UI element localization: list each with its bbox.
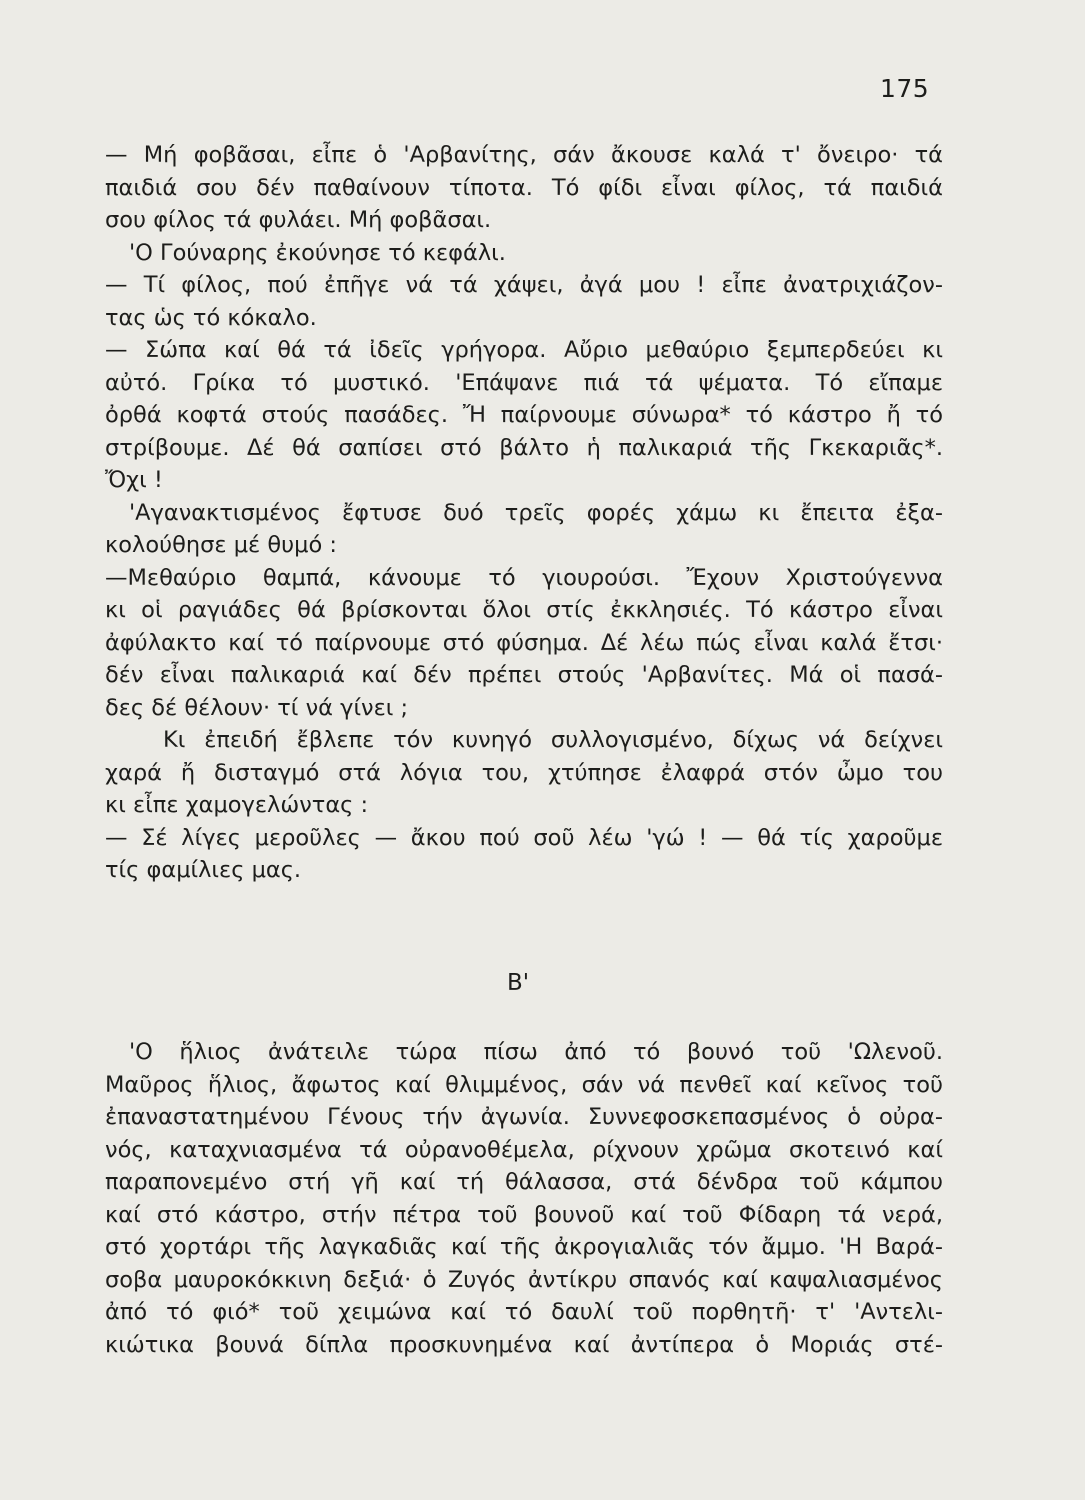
section-heading: Β' (507, 970, 530, 996)
text-line: — Σέ λίγες μεροῦλες — ἄκου πού σοῦ λέω 'γώ ! — θά τίς χαροῦμε (105, 824, 943, 851)
text-line: ἀπό τό φιό* τοῦ χειμώνα καί τό δαυλί τοῦ πορθητῆ· τ' 'Αντελι- (105, 1299, 943, 1325)
text-line: ἐπαναστατημένου Γένους τήν ἀγωνία. Συννεφοσκεπασμένος ὁ οὐρα- (105, 1104, 943, 1130)
text-line: αὐτό. Γρίκα τό μυστικό. 'Επάψανε πιά τά ψέματα. Τό εἴπαμε (105, 369, 943, 396)
text-line: 'Αγανακτισμένος ἔφτυσε δυό τρεῖς φορές χάμω κι ἔπειτα ἐξα- (129, 499, 943, 526)
text-line: χαρά ἤ δισταγμό στά λόγια του, χτύπησε ἐλαφρά στόν ὦμο του (105, 759, 943, 786)
text-line: νός, καταχνιασμένα τά οὐρανοθέμελα, ρίχνουν χρῶμα σκοτεινό καί (105, 1136, 943, 1163)
text-block-narrative (105, 1036, 943, 1361)
text-line: κιώτικα βουνά δίπλα προσκυνημένα καί ἀντίπερα ὁ Μοριάς στέ- (105, 1331, 943, 1358)
text-line: ὀρθά κοφτά στούς πασάδες. Ἤ παίρνουμε σύνωρα* τό κάστρο ἤ τό (105, 402, 943, 428)
text-line: στό χορτάρι τῆς λαγκαδιᾶς καί τῆς ἀκρογιαλιᾶς τόν ἄμμο. 'Η Βαρά- (105, 1234, 943, 1260)
text-line: δες δέ θέλουν· τί νά γίνει ; (105, 694, 409, 721)
text-line: παραπονεμένο στή γῆ καί τή θάλασσα, στά δένδρα τοῦ κάμπου (105, 1169, 943, 1195)
text-line: — Μή φοβᾶσαι, εἶπε ὁ 'Αρβανίτης, σάν ἄκουσε καλά τ' ὄνειρο· τά (105, 142, 943, 168)
text-line: κι εἶπε χαμογελώντας : (105, 792, 369, 818)
text-block-dialogue (105, 139, 943, 887)
text-line: στρίβουμε. Δέ θά σαπίσει στό βάλτο ἡ παλικαριά τῆς Γκεκαριᾶς*. (105, 434, 943, 461)
text-line: 'Ο ἥλιος ἀνάτειλε τώρα πίσω ἀπό τό βουνό τοῦ 'Ωλενοῦ. (129, 1039, 943, 1065)
text-line: καί στό κάστρο, στήν πέτρα τοῦ βουνοῦ καί τοῦ Φίδαρη τά νερά, (105, 1201, 943, 1228)
text-line: τας ὡς τό κόκαλο. (105, 304, 317, 331)
text-line: κολούθησε μέ θυμό : (105, 532, 337, 558)
text-line: —Μεθαύριο θαμπά, κάνουμε τό γιουρούσι. Ἔχουν Χριστούγεννα (105, 564, 943, 591)
page-number: 175 (880, 74, 930, 103)
text-line: δέν εἶναι παλικαριά καί δέν πρέπει στούς 'Αρβανίτες. Μά οἱ πασά- (105, 662, 943, 688)
text-line: 'Ο Γούναρης ἐκούνησε τό κεφάλι. (129, 239, 506, 266)
text-line: — Τί φίλος, πού ἐπῆγε νά τά χάψει, ἀγά μου ! εἶπε ἀνατριχιάζον- (105, 272, 943, 298)
text-line: τίς φαμίλιες μας. (105, 857, 302, 883)
text-line: σοβα μαυροκόκκινη δεξιά· ὁ Ζυγός ἀντίκρυ σπανός καί καψαλιασμένος (105, 1266, 943, 1293)
text-line: — Σώπα καί θά τά ἰδεῖς γρήγορα. Αὔριο μεθαύριο ξεμπερδεύει κι (105, 337, 943, 363)
text-line: κι οἱ ραγιάδες θά βρίσκονται ὅλοι στίς ἐκκλησιές. Τό κάστρο εἶναι (105, 597, 943, 623)
text-line: Ὄχι ! (105, 467, 163, 493)
text-line: παιδιά σου δέν παθαίνουν τίποτα. Τό φίδι εἶναι φίλος, τά παιδιά (105, 174, 943, 201)
text-line: σου φίλος τά φυλάει. Μή φοβᾶσαι. (105, 207, 492, 233)
text-line: Μαῦρος ἥλιος, ἄφωτος καί θλιμμένος, σάν νά πενθεῖ καί κεῖνος τοῦ (105, 1071, 943, 1098)
text-line: Κι ἐπειδή ἔβλεπε τόν κυνηγό συλλογισμένο, δίχως νά δείχνει (163, 727, 943, 753)
text-line: ἀφύλακτο καί τό παίρνουμε στό φύσημα. Δέ λέω πώς εἶναι καλά ἔτσι· (105, 629, 943, 656)
